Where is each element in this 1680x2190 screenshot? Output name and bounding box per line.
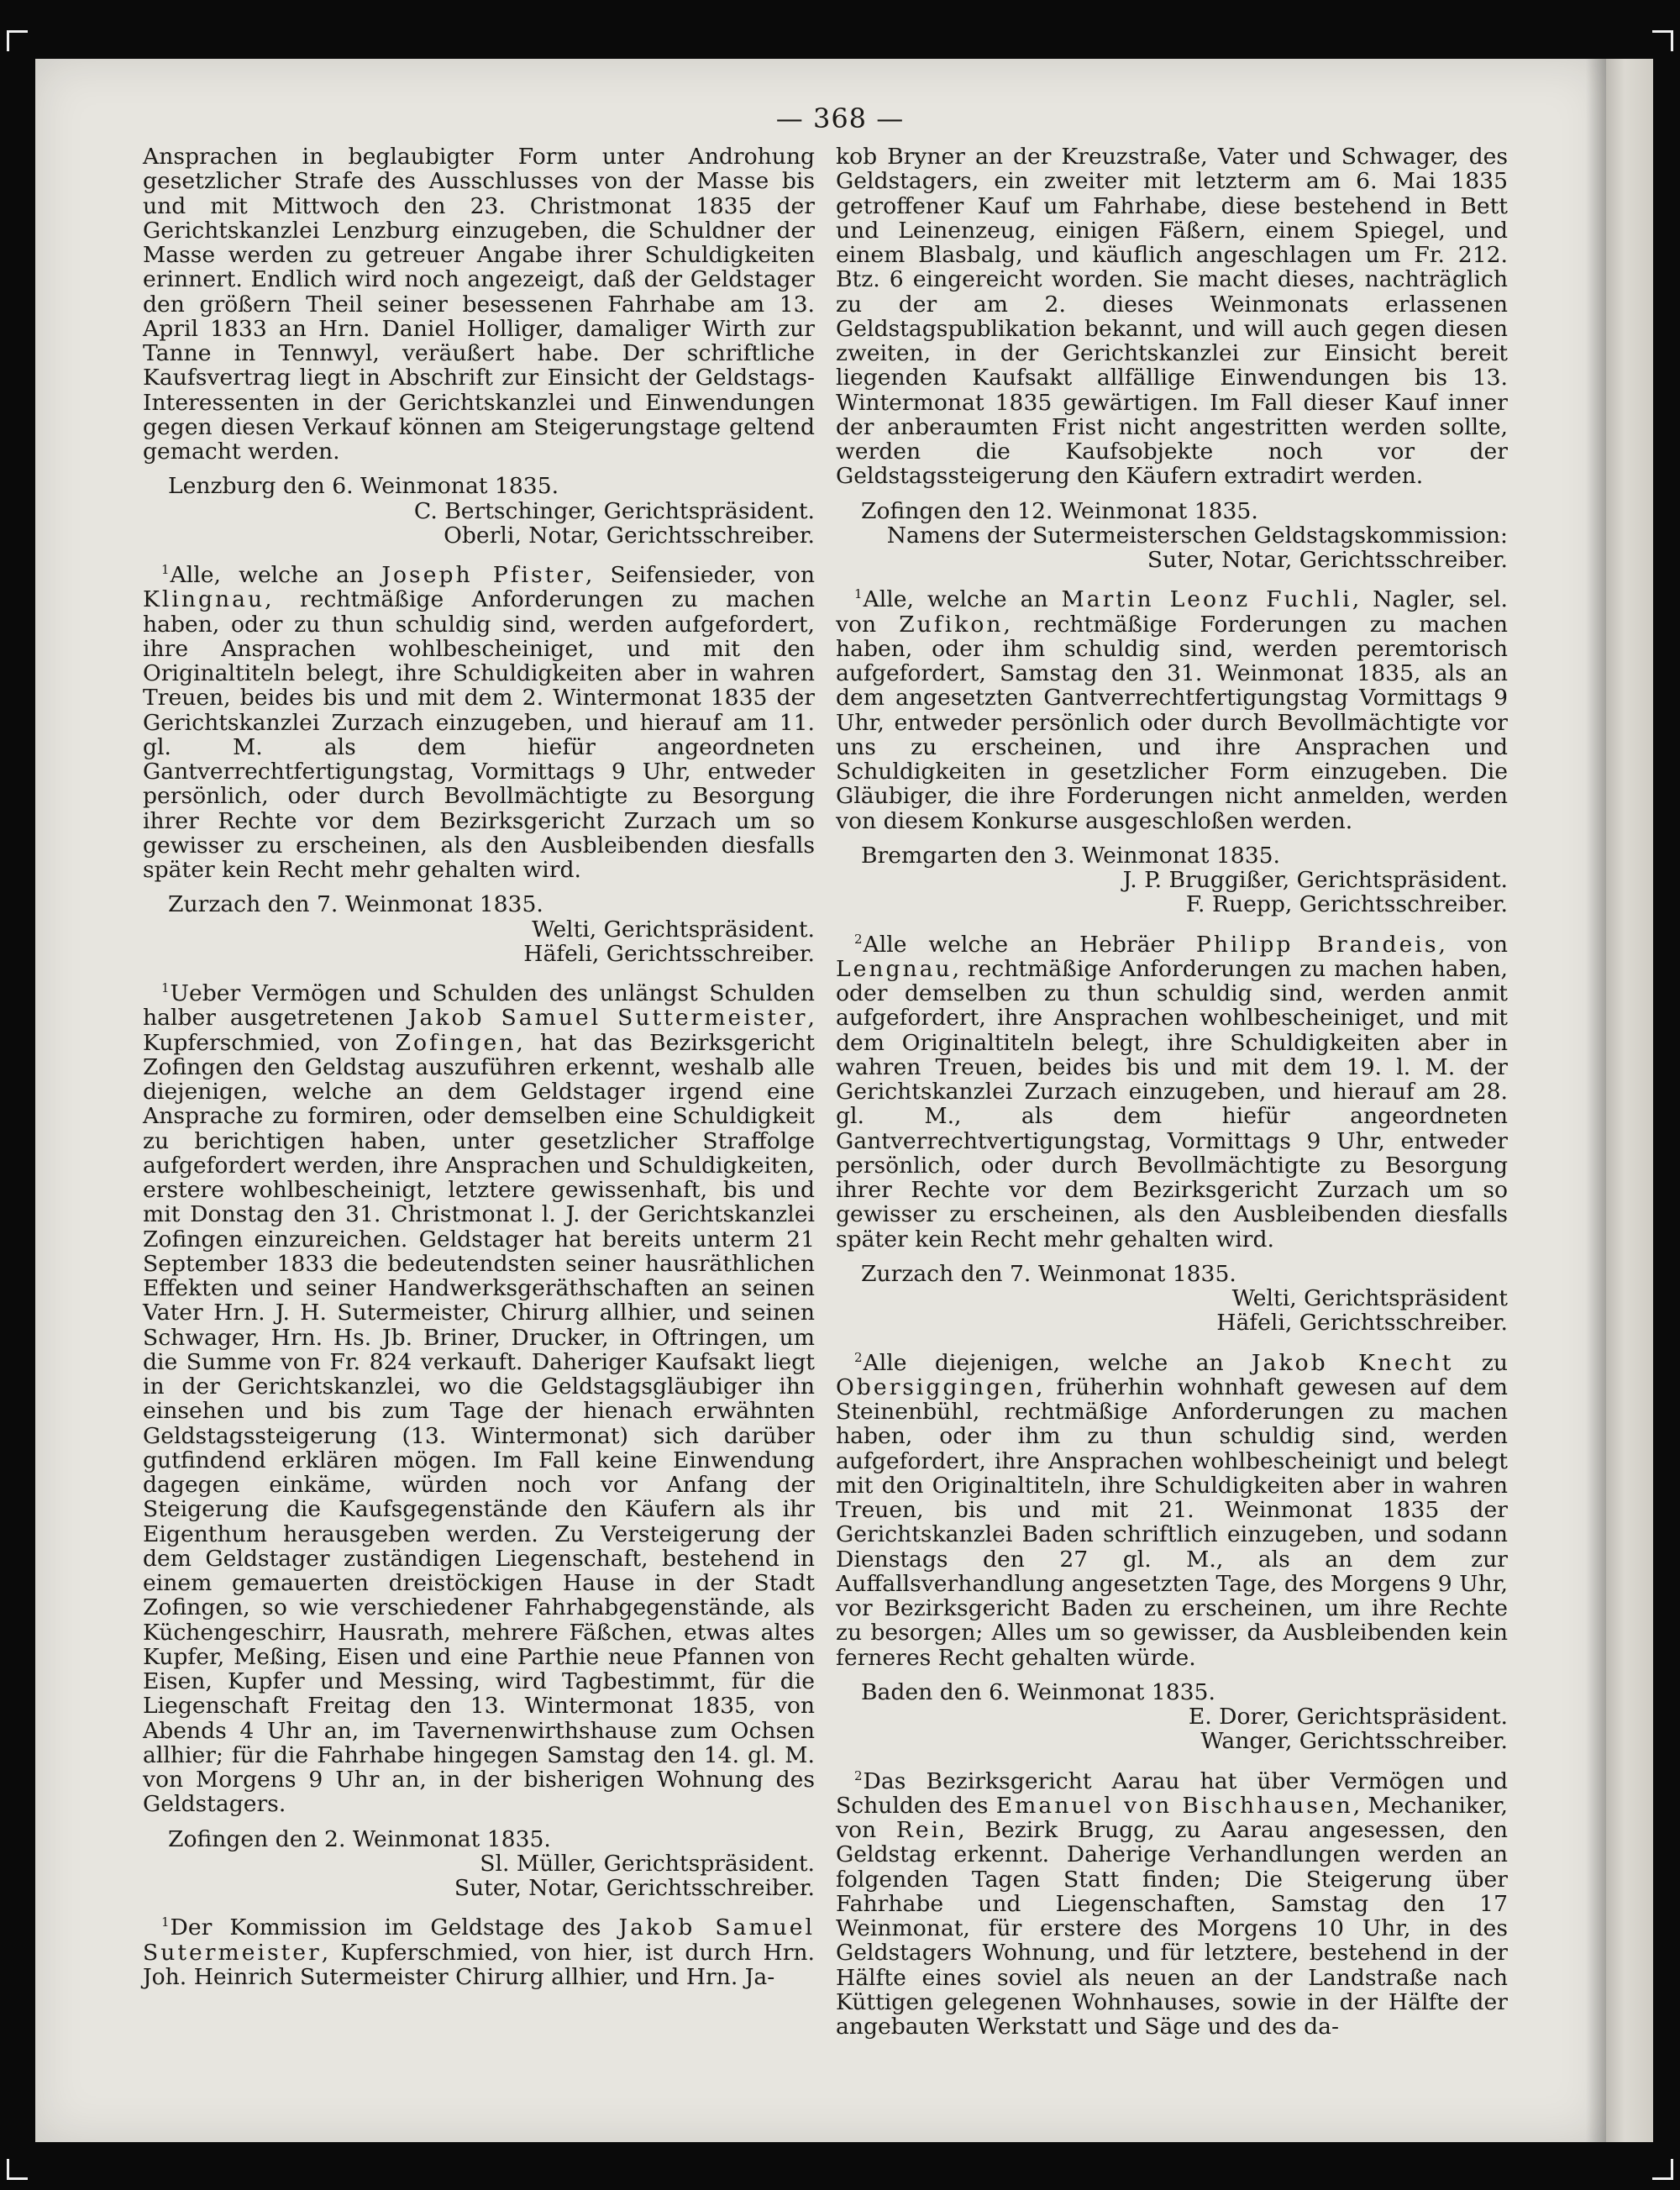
scan-crop-mark [7,30,28,51]
notice-signature: J. P. Bruggißer, Gerichtspräsident. [1122,867,1508,893]
notice-paragraph [836,144,1508,489]
notice-signature: F. Ruepp, Gerichtsschreiber. [1185,891,1508,918]
notice-signature: Sl. Müller, Gerichtspräsident. [480,1850,815,1877]
notice-text: Alle, welche an [863,586,1062,613]
place-name: Zufikon [899,611,1004,638]
notice-dateline: Zofingen den 12. Weinmonat 1835. [861,497,1258,524]
next-page-edge [1606,59,1653,2142]
notice-text: Der Kommission im Geldstage des [170,1914,619,1941]
notice-signature: Namens der Sutermeisterschen Geldstagskommission: [886,522,1508,549]
scan-crop-mark [1652,2159,1673,2180]
notice-signature: E. Dorer, Gerichtspräsident. [1188,1704,1508,1730]
notice-dateline: Lenzburg den 6. Weinmonat 1835. [168,473,559,500]
notice-text: Das Bezirksgericht Aarau hat über Vermögen und Schulden des [836,1767,1508,1819]
notice-paragraph [836,932,1508,1252]
footnote-marker: 2 [854,931,863,947]
notice-text: , Mechaniker, von [836,1792,1509,1843]
notice-signature: Suter, Notar, Gerichtsschreiber. [1147,547,1508,573]
notice-text: , Kupferschmied, von [143,1005,815,1056]
notice-paragraph [143,1915,815,1989]
notice-signature: Welti, Gerichtspräsident [1231,1285,1508,1311]
place-name: Zofingen [395,1029,517,1056]
notice-signature: Oberli, Notar, Gerichtsschreiber. [444,522,815,549]
footnote-marker: 2 [854,1349,863,1365]
notice-text: kob Bryner an der Kreuzstraße, Vater und Schwager, des Geldstagers, ein zweiter mit letzterm am 6. Mai 1835 getroffener Kauf um Fahrhabe, diese bestehend in Bett und Leinenzeug, einigen Fäßern, einem Spiegel, und einem Blasbalg, und käuflich angeschlagen um Fr. 212. Btz. 6 eingereicht worden. Sie macht dieses, nachträglich zu der am 2. dieses Weinmonats erlassenen Geldstagspublikation bekannt, und will auch gegen diesen zweiten, in der Gerichtskanzlei zur Einsicht bereit liegenden Kaufsakt allfällige Einwendungen bis 13. Wintermonat 1835 gewärtigen. Im Fall dieser Kauf inner der anberaumten Frist nicht angestritten werden sollte, werden die Kaufsobjekte noch vor der Geldstagssteigerung den Käufern extradirt werden. [836,144,1508,490]
notice-signature: Häfeli, Gerichtsschreiber. [523,940,815,967]
gutter-shadow [1586,59,1606,2142]
notice-paragraph [836,1351,1508,1670]
notice-dateline: Bremgarten den 3. Weinmonat 1835. [861,842,1280,869]
notice-signature: Suter, Notar, Gerichtsschreiber. [454,1875,815,1901]
notice-paragraph [143,144,815,464]
notice-signature: Häfeli, Gerichtsschreiber. [1216,1310,1508,1337]
notice-text: Ueber Vermögen und Schulden des unlängst Schulden halber ausgetretenen [143,980,815,1032]
notice-dateline: Zurzach den 7. Weinmonat 1835. [861,1260,1236,1287]
notice-text: , hat das Bezirksgericht Zofingen den Geldstag auszuführen erkennt, weshalb alle diejenigen, welche an dem Geldstager irgend eine Ansprache zu formiren, oder demselben eine Schuldigkeit zu berichtigen haben, unter gesetzlicher Straffolge aufgefordert werden, ihre Ansprachen und Schuldigkeiten, erstere wohlbescheinigt, letztere gewissenhaft, bis und mit Donstag den 31. Christmonat l. J. der Gerichtskanzlei Zofingen einzureichen. Geldstager hat bereits unterm 21 September 1833 die bedeutendsten seiner hausräthlichen Effekten und seiner Handwerksgeräthschaften an seinen Vater Hrn. J. H. Sutermeister, Chirurg allhier, und seinen Schwager, Hrn. Hs. Jb. Briner, Drucker, in Oftringen, um die Summe von Fr. 824 verkauft. Daheriger Kaufsakt liegt in der Gerichtskanzlei, wo die Geldstagsgläubiger ihn einsehen und bis zum Tage der hienach erwähnten Geldstagssteigerung (13. Wintermonat) sich darüber gutfindend erklären mögen. Im Fall keine Einwendung dagegen einkäme, würden noch vor Anfang der Steigerung die Kaufsgegenstände den Käufern als ihr Eigenthum herausgeben werden. Zu Versteigerung der dem Geldstager zuständigen Liegenschaft, bestehend in einem gemauerten dreistöckigen Hause in der Stadt Zofingen, so wie verschiedener Fahrhabgegenstände, als Küchengeschirr, Hausrath, mehrere Fäßchen, etwas altes Kupfer, Meßing, Eisen und eine Parthie neue Pfannen von Eisen, Kupfer und Messing, wird Tagbestimmt, für die Liegenschaft Freitag den 13. Wintermonat 1835, von Abends 4 Uhr an, im Tavernenwirthshause zum Ochsen allhier; für die Fahrhabe hingegen Samstag den 14. gl. M. von Morgens 9 Uhr an, in der bisherigen Wohnung des Geldstagers. [143,1029,815,1818]
notice-text: , rechtmäßige Anforderungen zu machen haben, oder demselben zu thun schuldig sind, werden anmit aufgefordert, ihre Ansprachen wohlbescheiniget, und mit dem Originaltiteln belegt, ihre Schuldigkeiten aber in wahren Treuen, beides bis und mit dem 19. l. M. der Gerichtskanzlei Zurzach einzugeben, und hierauf am 28. gl. M., als dem hiefür angeordneten Gantverrechtvertigungstag, Vormittags 9 Uhr, entweder persönlich, oder durch Bevollmächtigte zu Besorgung ihrer Rechte vor dem Bezirksgericht Zurzach um so gewisser zu erscheinen, als den Ausbleibenden diesfalls später kein Recht mehr gehalten wird. [836,955,1508,1253]
footnote-marker: 2 [854,1767,863,1783]
person-name: Martin Leonz Fuchli [1061,586,1352,613]
notice-paragraph [836,1769,1508,2040]
notice-text: Alle, welche an [170,562,382,588]
person-name: Jakob Samuel Suttermeister [407,1005,808,1032]
notice-dateline: Baden den 6. Weinmonat 1835. [861,1678,1215,1705]
person-name: Joseph Pfister [381,562,585,588]
notice-signature: Wanger, Gerichtsschreiber. [1200,1728,1508,1755]
page-number: — 368 — [775,102,905,134]
notice-text: , Nagler, sel. von [836,586,1508,638]
notice-paragraph [143,563,815,882]
scan-crop-mark [7,2159,28,2180]
notice-signature: C. Bertschinger, Gerichtspräsident. [413,497,815,524]
notice-text: Ansprachen in beglaubigter Form unter Androhung gesetzlicher Strafe des Ausschlusses von der Masse bis und mit Mittwoch den 23. Christmonat 1835 der Gerichtskanzlei Lenzburg einzugeben, die Schuldner der Masse werden zu getreuer Angabe ihrer Schuldigkeiten erinnert. Endlich wird noch angezeigt, daß der Geldstager den größern Theil seiner besessenen Fahrhabe am 13. April 1833 an Hrn. Daniel Holliger, damaliger Wirth zur Tanne in Tennwyl, veräußert habe. Der schriftliche Kaufsvertrag liegt in Abschrift zur Einsicht der Geldstags-Interessenten in der Gerichtskanzlei und Einwendungen gegen diesen Verkauf können am Steigerungstage geltend gemacht werden. [143,144,815,465]
notice-text: , früherhin wohnhaft gewesen auf dem Steinenbühl, rechtmäßige Anforderungen zu machen haben, oder ihm zu thun schuldig sind, werden aufgefordert, ihre Ansprachen wohlbescheinigt und belegt mit den Originaltiteln, ihre Schuldigkeiten aber in wahren Treuen, bis und mit 21. Weinmonat 1835 der Gerichtskanzlei Baden schriftlich einzugeben, und sodann Dienstags den 27 gl. M., als an dem zur Auffallsverhandlung angesetzten Tage, des Morgens 9 Uhr, vor Bezirksgericht Baden zu erscheinen, um ihre Rechte zu besorgen; Alles um so gewisser, da Ausbleibenden kein ferneres Recht gehalten würde. [836,1373,1508,1671]
notice-text: , Seifensieder, von [585,562,815,588]
place-name: Lengnau [836,955,953,982]
place-name: Rein [895,1817,958,1843]
person-name: Jakob Knecht [1252,1349,1454,1376]
place-name: Klingnau [143,586,265,613]
notice-text: zu [1453,1349,1509,1376]
person-name: Philipp Brandeis [1195,931,1439,958]
notice-paragraph [143,981,815,1817]
scan-crop-mark [1652,30,1673,51]
notice-text: , Kupferschmied, von hier, ist durch Hrn. Joh. Heinrich Sutermeister Chirurg allhier, und Hrn. Ja- [143,1939,815,1990]
notice-dateline: Zofingen den 2. Weinmonat 1835. [168,1825,551,1852]
notice-text: Alle welche an Hebräer [863,931,1196,958]
notice-signature: Welti, Gerichtspräsident. [532,916,815,943]
person-name: Emanuel von Bischhausen [995,1792,1353,1819]
footnote-marker: 1 [161,562,170,578]
footnote-marker: 1 [161,980,170,996]
left-column [143,144,815,1999]
footnote-marker: 1 [161,1914,170,1930]
notice-text: , von [1438,931,1508,958]
place-name: Obersiggingen [836,1373,1036,1400]
notice-paragraph [836,587,1508,833]
right-column [836,144,1508,2049]
notice-dateline: Zurzach den 7. Weinmonat 1835. [168,891,543,918]
notice-text: , rechtmäßige Forderungen zu machen haben, oder ihm schuldig sind, werden peremtorisch aufgefordert, Samstag den 31. Weinmonat 1835, als an dem angesetzten Gantverrechtfertigungstag Vormittags 9 Uhr, entweder persönlich oder durch Bevollmächtigte vor uns zu erscheinen, und ihre Ansprachen und Schuldigkeiten in gesetzlicher Form einzugeben. Die Gläubiger, die ihre Forderungen nicht anmelden, werden von diesem Konkurse ausgeschloßen werden. [836,611,1509,834]
notice-text: , rechtmäßige Anforderungen zu machen haben, oder zu thun schuldig sind, werden aufgefordert, ihre Ansprachen wohlbescheiniget, und mit den Originaltiteln belegt, ihre Schuldigkeiten aber in wahren Treuen, beides bis und mit dem 2. Wintermonat 1835 der Gerichtskanzlei Zurzach einzugeben, und hierauf am 11. gl. M. als dem hiefür angeordneten Gantverrechtfertigungstag, Vormittags 9 Uhr, entweder persönlich, oder durch Bevollmächtigte zu Besorgung ihrer Rechte vor dem Bezirksgericht Zurzach um so gewisser zu erscheinen, als den Ausbleibenden diesfalls später kein Recht mehr gehalten wird. [143,586,815,883]
notice-text: , Bezirk Brugg, zu Aarau angesessen, den Geldstag erkennt. Daherige Verhandlungen werden an folgenden Tagen Statt finden; Die Steigerung über Fahrhabe und Liegenschaften, Samstag den 17 Weinmonat, für erstere des Morgens 10 Uhr, in des Geldstagers Wohnung, und für letztere, bestehend in der Hälfte eines soviel als neuen an der Landstraße nach Küttigen gelegenen Wohnhauses, sowie in der Hälfte der angebauten Werkstatt und Säge und des da- [836,1817,1508,2040]
footnote-marker: 1 [854,586,863,602]
person-name: Jakob Samuel Sutermeister [143,1914,815,1966]
notice-text: Alle diejenigen, welche an [863,1349,1252,1376]
